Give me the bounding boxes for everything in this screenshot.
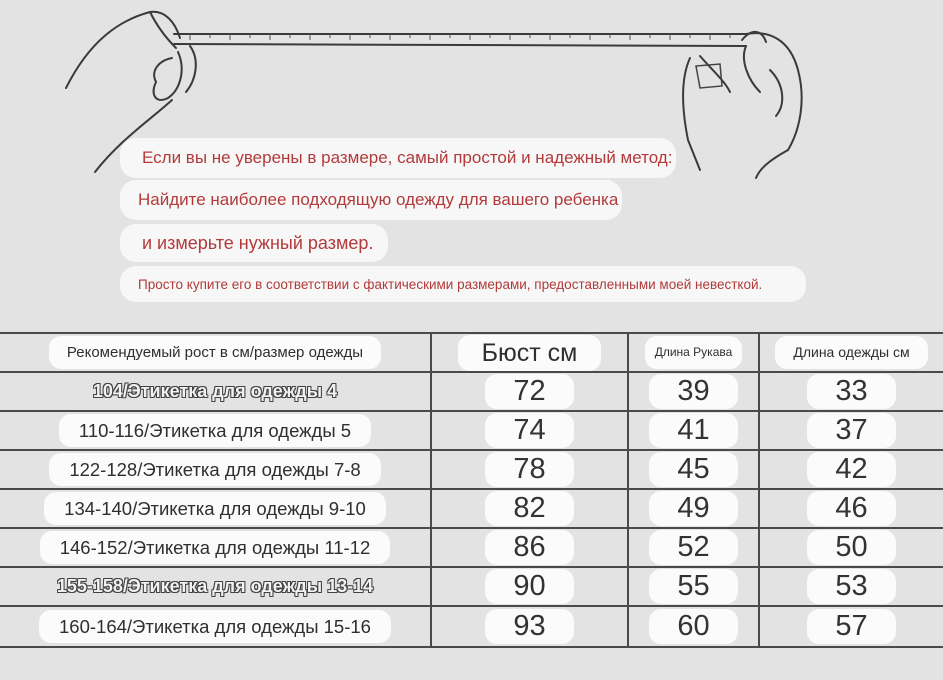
- note-line-3: и измерьте нужный размер.: [120, 224, 388, 262]
- length-value: 37: [807, 413, 895, 448]
- table-row-sleeve: [629, 607, 760, 646]
- table-row-sleeve: [629, 451, 760, 490]
- table-row-size: [0, 529, 432, 568]
- header-length-cell: [760, 334, 943, 373]
- table-row-sleeve: [629, 568, 760, 607]
- header-sleeve-cell: [629, 334, 760, 373]
- table-row-sleeve: [629, 373, 760, 412]
- table-row-bust: [432, 373, 629, 412]
- size-label: 155-158/Этикетка для одежды 13-14: [56, 576, 374, 596]
- size-label: 146-152/Этикетка для одежды 11-12: [40, 531, 391, 564]
- sleeve-value: 52: [649, 530, 737, 565]
- bust-value: 72: [485, 374, 573, 409]
- bust-value: 93: [485, 609, 573, 644]
- length-value: 42: [807, 452, 895, 487]
- table-row-length: [760, 412, 943, 451]
- sleeve-value: 49: [649, 491, 737, 526]
- note-line-1: Если вы не уверены в размере, самый простой и надежный метод:: [120, 138, 676, 178]
- size-label: 110-116/Этикетка для одежды 5: [59, 414, 371, 447]
- size-table: [0, 332, 943, 648]
- table-row-bust: [432, 451, 629, 490]
- bust-value: 86: [485, 530, 573, 565]
- table-row-bust: [432, 607, 629, 646]
- length-value: 53: [807, 569, 895, 604]
- bust-value: 78: [485, 452, 573, 487]
- length-value: 46: [807, 491, 895, 526]
- table-row-sleeve: [629, 412, 760, 451]
- table-row-length: [760, 568, 943, 607]
- size-label: 160-164/Этикетка для одежды 15-16: [39, 610, 391, 643]
- note-line-4: Просто купите его в соответствии с фактическими размерами, предоставленными моей невесткой.: [120, 266, 806, 302]
- header-size-cell: [0, 334, 432, 373]
- table-row-length: [760, 490, 943, 529]
- length-value: 50: [807, 530, 895, 565]
- table-row-bust: [432, 568, 629, 607]
- table-row-size: [0, 490, 432, 529]
- table-row-size: [0, 412, 432, 451]
- table-row-sleeve: [629, 490, 760, 529]
- header-sleeve: Длина Рукава: [645, 336, 743, 369]
- table-row-length: [760, 607, 943, 646]
- table-row-size: [0, 568, 432, 607]
- note-line-2: Найдите наиболее подходящую одежду для вашего ребенка: [120, 180, 622, 220]
- table-row-size: [0, 451, 432, 490]
- table-row-size: [0, 607, 432, 646]
- table-row-bust: [432, 529, 629, 568]
- header-bust-cell: [432, 334, 629, 373]
- sleeve-value: 55: [649, 569, 737, 604]
- bust-value: 90: [485, 569, 573, 604]
- sleeve-value: 45: [649, 452, 737, 487]
- table-row-sleeve: [629, 529, 760, 568]
- table-row-bust: [432, 412, 629, 451]
- sleeve-value: 41: [649, 413, 737, 448]
- bust-value: 82: [485, 491, 573, 526]
- header-length: Длина одежды см: [775, 336, 927, 369]
- length-value: 33: [807, 374, 895, 409]
- table-row-length: [760, 373, 943, 412]
- bust-value: 74: [485, 413, 573, 448]
- header-bust: Бюст см: [458, 335, 602, 371]
- table-row-bust: [432, 490, 629, 529]
- table-row-length: [760, 451, 943, 490]
- sleeve-value: 60: [649, 609, 737, 644]
- length-value: 57: [807, 609, 895, 644]
- header-size: Рекомендуемый рост в см/размер одежды: [49, 336, 381, 369]
- size-label: 122-128/Этикетка для одежды 7-8: [49, 453, 380, 486]
- sleeve-value: 39: [649, 374, 737, 409]
- size-label: 104/Этикетка для одежды 4: [92, 381, 338, 401]
- size-label: 134-140/Этикетка для одежды 9-10: [44, 492, 386, 525]
- table-row-size: [0, 373, 432, 412]
- table-row-length: [760, 529, 943, 568]
